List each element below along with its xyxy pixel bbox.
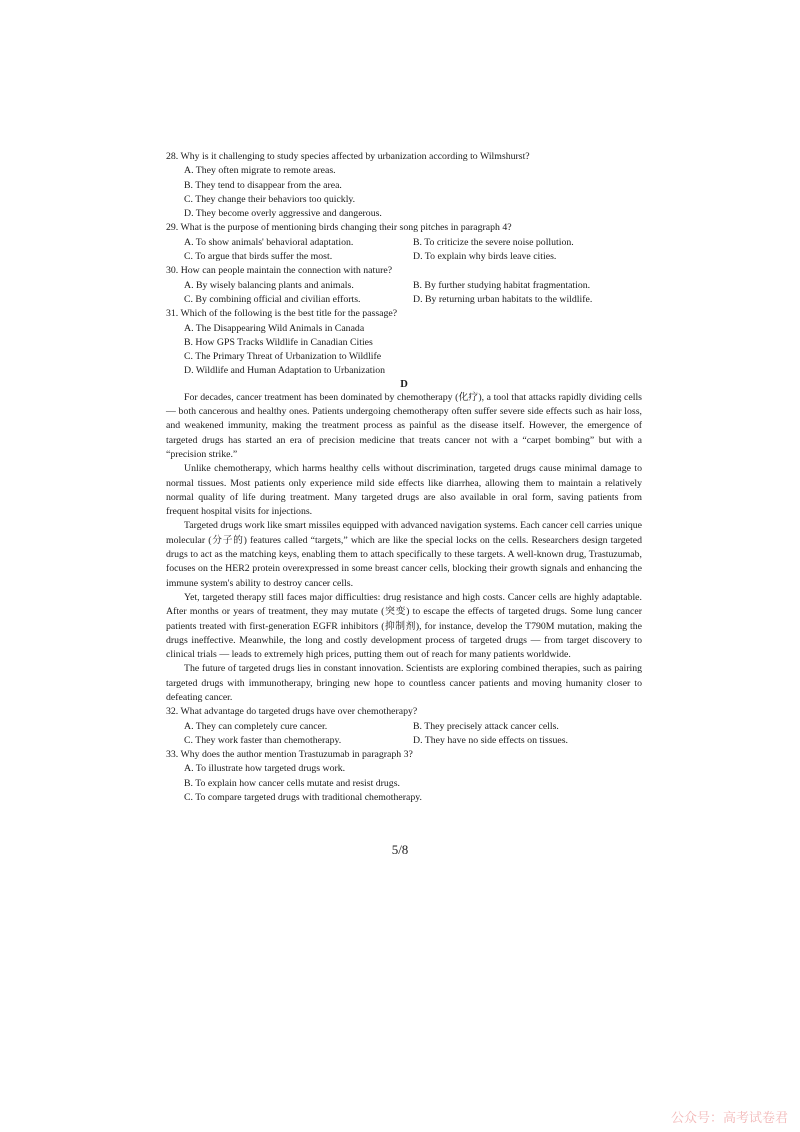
question-29 [166, 221, 642, 264]
question-stem: 28. Why is it challenging to study species affected by urbanization according to Wilmshurst? [166, 151, 530, 162]
option-d: D. To explain why birds leave cities. [413, 251, 557, 263]
option-d: D. By returning urban habitats to the wildlife. [413, 293, 593, 305]
passage-paragraph-5: The future of targeted drugs lies in constant innovation. Scientists are exploring combined therapies, such as pairing targeted drugs with immunotherapy, bringing new hope to countless cancer patients and moving humanity closer to defeating cancer. [166, 663, 642, 703]
option-a: A. By wisely balancing plants and animals. [184, 279, 354, 291]
question-stem: 29. What is the purpose of mentioning birds changing their song pitches in paragraph 4? [166, 222, 512, 234]
passage-paragraph-4: Yet, targeted therapy still faces major difficulties: drug resistance and high costs. Cancer cells are highly adaptable. After months or years of treatment, they may mutate (突变) to escape the effects of targeted drugs. Some lung cancer patients treated with first-generation EGFR inhibitors (抑制剂), for instance, develop the T790M mutation, making the drugs ineffective. Meanwhile, the long and costly development process of targeted drugs — from target discovery to clinical trials — leads to extremely high prices, putting them out of reach for many patients worldwide. [166, 591, 642, 661]
option-c: C. They work faster than chemotherapy. [184, 734, 342, 746]
option-b: B. They tend to disappear from the area. [184, 179, 342, 191]
question-33 [166, 748, 642, 805]
option-c: C. They change their behaviors too quickly. [184, 193, 356, 205]
passage-paragraph-1: For decades, cancer treatment has been dominated by chemotherapy (化疗), a tool that attacks rapidly dividing cells — both cancerous and healthy ones. Patients undergoing chemotherapy often suffer severe side effects such as hair loss, and weakened immunity, making the treatment process as painful as the disease itself. However, the emergence of targeted drugs has started an era of precision medicine that treats cancer not with a “carpet bombing” but with a “precision strike.” [166, 391, 642, 460]
reading-passage [166, 391, 642, 706]
page-number: 5/8 [391, 842, 409, 857]
option-c: C. By combining official and civilian efforts. [184, 293, 361, 305]
passage-paragraph-2: Unlike chemotherapy, which harms healthy cells without discrimination, targeted drugs cause minimal damage to normal tissues. Most patients only experience mild side effects like diarrhea, allowing them to maintain a relatively normal quality of life during treatment. Many targeted drugs are also available in oral form, saving patients from frequent hospital visits for injections. [166, 463, 642, 518]
question-30 [166, 264, 642, 307]
option-b: B. How GPS Tracks Wildlife in Canadian Cities [184, 336, 373, 348]
question-stem: 33. Why does the author mention Trastuzumab in paragraph 3? [166, 749, 413, 761]
question-stem: 31. Which of the following is the best title for the passage? [166, 308, 398, 320]
question-stem: 32. What advantage do targeted drugs have over chemotherapy? [166, 706, 418, 718]
option-b: B. To criticize the severe noise pollution. [413, 236, 574, 248]
option-b: B. They precisely attack cancer cells. [413, 720, 559, 732]
option-a: A. They often migrate to remote areas. [184, 165, 336, 177]
question-31 [166, 307, 642, 378]
watermark: 公众号：高考试卷君 [670, 1111, 788, 1126]
option-a: A. To show animals' behavioral adaptation. [184, 236, 354, 248]
option-a: A. The Disappearing Wild Animals in Canada [184, 322, 365, 334]
option-b: B. By further studying habitat fragmentation. [413, 279, 591, 291]
option-c: C. To argue that birds suffer the most. [184, 251, 333, 263]
option-d: D. They have no side effects on tissues. [413, 734, 568, 746]
option-b: B. To explain how cancer cells mutate and resist drugs. [184, 777, 400, 789]
option-a: A. They can completely cure cancer. [184, 720, 328, 732]
option-c: C. To compare targeted drugs with traditional chemotherapy. [184, 792, 422, 804]
option-a: A. To illustrate how targeted drugs work. [184, 763, 346, 775]
option-d: D. They become overly aggressive and dangerous. [184, 208, 382, 220]
question-28 [166, 150, 642, 221]
question-32 [166, 705, 642, 748]
exam-page-content [166, 150, 642, 805]
section-heading: D [400, 378, 408, 390]
question-stem: 30. How can people maintain the connection with nature? [166, 265, 393, 277]
option-d: D. Wildlife and Human Adaptation to Urbanization [184, 365, 386, 377]
passage-paragraph-3: Targeted drugs work like smart missiles equipped with advanced navigation systems. Each cancer cell carries unique molecular (分子的) features called “targets,” which are like the special locks on the cells. Researchers design targeted drugs to act as the matching keys, enabling them to attach specifically to these targets. A well-known drug, Trastuzumab, focuses on the HER2 protein overexpressed in some breast cancer cells, blocking their growth signals and enhancing the immune system's ability to destroy cancer cells. [166, 520, 642, 589]
option-c: C. The Primary Threat of Urbanization to Wildlife [184, 351, 382, 363]
